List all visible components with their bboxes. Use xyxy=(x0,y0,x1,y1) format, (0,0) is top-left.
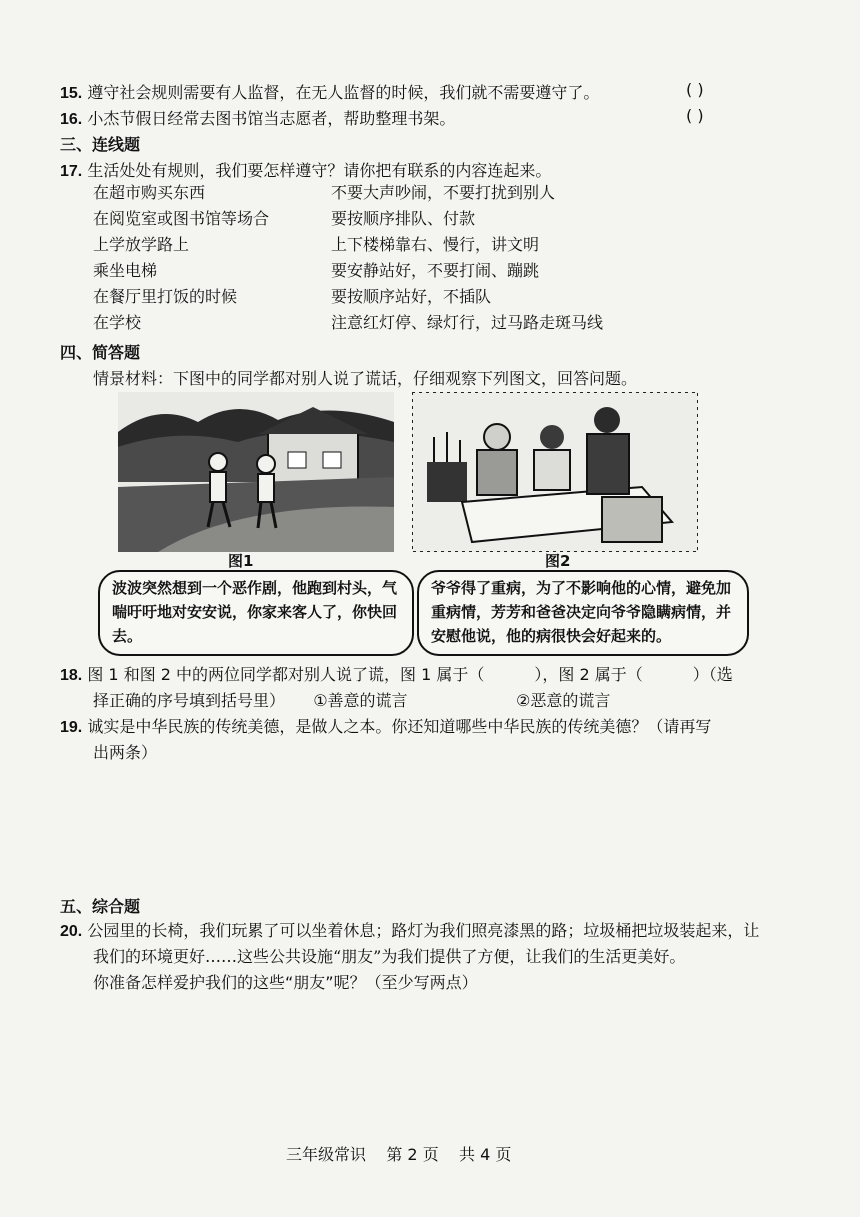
figure-1-illustration xyxy=(118,392,394,552)
answer-paren-15[interactable]: ( ) xyxy=(686,80,704,99)
question-16: 16. 小杰节假日经常去图书馆当志愿者，帮助整理书架。 xyxy=(60,109,456,128)
question-18-line-1: 18. 图 1 和图 2 中的两位同学都对别人说了谎，图 1 属于（ ），图 2 属于（ ）（选 xyxy=(60,665,733,684)
matching-right-item[interactable]: 上下楼梯靠右、慢行，讲文明 xyxy=(331,235,540,254)
question-15-text: 遵守社会规则需要有人监督，在无人监督的时候，我们就不需要遵守了。 xyxy=(87,83,600,102)
matching-left-item[interactable]: 在学校 xyxy=(93,313,142,332)
section-heading-5: 五、综合题 xyxy=(60,897,141,916)
page-footer: 三年级常识 第 2 页 共 4 页 xyxy=(286,1145,512,1164)
matching-right-item[interactable]: 要按顺序排队、付款 xyxy=(331,209,476,228)
option-1: ①善意的谎言 xyxy=(313,691,408,710)
question-16-text: 小杰节假日经常去图书馆当志愿者，帮助整理书架。 xyxy=(87,109,456,128)
question-19-line-2: 出两条） xyxy=(93,743,158,762)
matching-right-column xyxy=(331,180,603,336)
question-20-line-2: 我们的环境更好……这些公共设施“朋友”为我们提供了方便，让我们的生活更美好。 xyxy=(93,947,686,966)
matching-left-item[interactable]: 在阅览室或图书馆等场合 xyxy=(93,209,270,228)
figure-1-text-bubble: 波波突然想到一个恶作剧，他跑到村头，气喘吁吁地对安安说，你家来客人了，你快回去。 xyxy=(98,570,414,656)
question-17-text: 生活处处有规则，我们要怎样遵守？请你把有联系的内容连起来。 xyxy=(87,161,552,180)
option-2: ②恶意的谎言 xyxy=(516,691,611,710)
matching-right-item[interactable]: 要按顺序站好，不插队 xyxy=(331,287,492,306)
matching-left-column xyxy=(93,180,269,336)
answer-paren-16[interactable]: ( ) xyxy=(686,106,704,125)
matching-left-item[interactable]: 乘坐电梯 xyxy=(93,261,158,280)
question-20-line-3: 你准备怎样爱护我们的这些“朋友”呢？（至少写两点） xyxy=(93,973,478,992)
answer-area-20[interactable] xyxy=(93,1000,753,1120)
question-19-line-1: 19. 诚实是中华民族的传统美德，是做人之本。你还知道哪些中华民族的传统美德？（请再写 xyxy=(60,717,712,736)
question-15: 15. 遵守社会规则需要有人监督，在无人监督的时候，我们就不需要遵守了。 xyxy=(60,83,600,102)
matching-right-item[interactable]: 不要大声吵闹，不要打扰到别人 xyxy=(331,183,556,202)
matching-left-item[interactable]: 在餐厅里打饭的时候 xyxy=(93,287,238,306)
question-17: 17. 生活处处有规则，我们要怎样遵守？请你把有联系的内容连起来。 xyxy=(60,161,552,180)
matching-left-item[interactable]: 上学放学路上 xyxy=(93,235,190,254)
figure-2-illustration xyxy=(412,392,698,552)
figure-1-caption: 图1 xyxy=(228,552,254,570)
matching-right-item[interactable]: 注意红灯停、绿灯行，过马路走斑马线 xyxy=(331,313,604,332)
figure-2-caption: 图2 xyxy=(545,552,571,570)
question-18-line-2: 择正确的序号填到括号里） ①善意的谎言 xyxy=(93,691,408,710)
matching-right-item[interactable]: 要安静站好，不要打闹、蹦跳 xyxy=(331,261,540,280)
scenario-text: 情景材料：下图中的同学都对别人说了谎话，仔细观察下列图文，回答问题。 xyxy=(93,369,638,388)
matching-left-item[interactable]: 在超市购买东西 xyxy=(93,183,206,202)
figure-2-text-bubble: 爷爷得了重病，为了不影响他的心情，避免加重病情，芳芳和爸爸决定向爷爷隐瞒病情，并安慰他说，他的病很快会好起来的。 xyxy=(417,570,749,656)
section-heading-3: 三、连线题 xyxy=(60,135,141,154)
answer-area-19[interactable] xyxy=(93,770,753,880)
question-20-line-1: 20. 公园里的长椅，我们玩累了可以坐着休息；路灯为我们照亮漆黑的路；垃圾桶把垃圾装起来，让 xyxy=(60,921,760,940)
section-heading-4: 四、简答题 xyxy=(60,343,141,362)
